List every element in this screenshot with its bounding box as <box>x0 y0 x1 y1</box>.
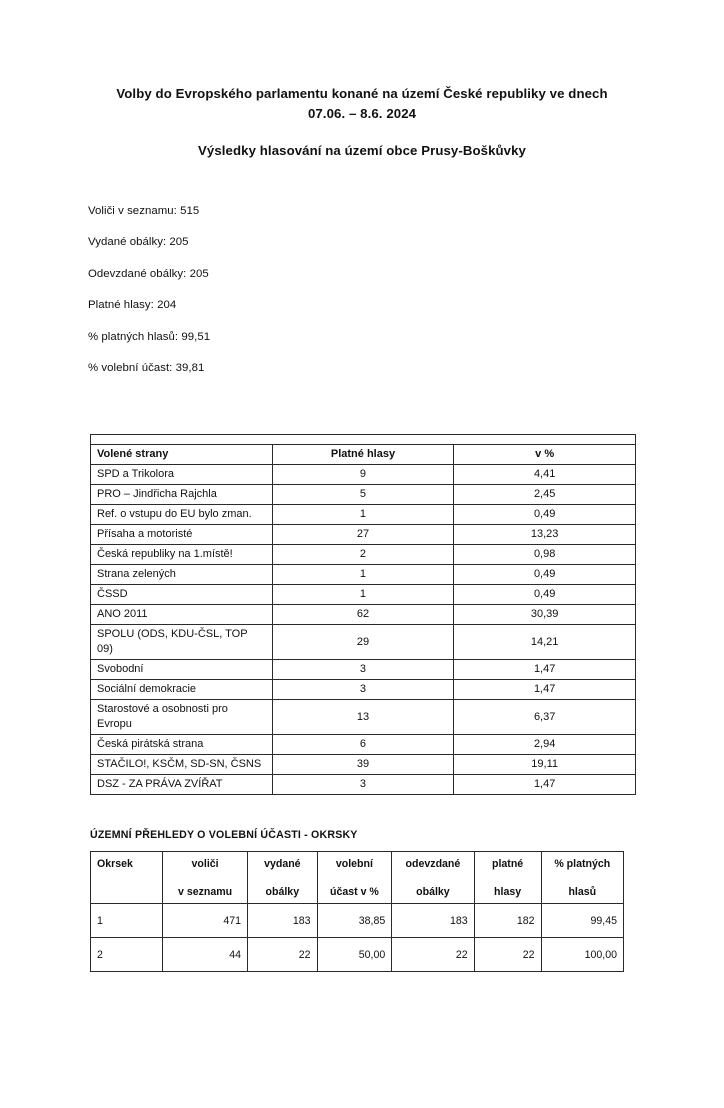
district-okrsek: 2 <box>91 938 163 972</box>
header-line-1: Okrsek <box>97 858 133 871</box>
summary-label: Vydané obálky: <box>88 236 167 249</box>
party-name: SPD a Trikolora <box>91 465 273 485</box>
header-line-2: hlasy <box>494 886 522 899</box>
results-header-votes: Platné hlasy <box>272 445 454 465</box>
header-line-1: vydané <box>264 858 301 871</box>
header-line-1: voliči <box>191 858 219 871</box>
district-ucast: 50,00 <box>317 938 392 972</box>
results-table <box>90 434 636 795</box>
party-name: Strana zelených <box>91 565 273 585</box>
summary-item <box>88 269 724 280</box>
party-votes: 2 <box>272 545 454 565</box>
table-row <box>91 605 636 625</box>
summary-label: Voliči v seznamu: <box>88 204 177 217</box>
header-line-1: % platných <box>554 858 611 871</box>
summary-value: 39,81 <box>175 361 205 374</box>
party-pct: 13,23 <box>454 525 636 545</box>
party-name: PRO – Jindřicha Rajchla <box>91 485 273 505</box>
summary-item <box>88 206 724 217</box>
district-platne: 22 <box>474 938 541 972</box>
party-votes: 39 <box>272 755 454 775</box>
party-pct: 4,41 <box>454 465 636 485</box>
districts-table-container <box>0 851 724 972</box>
party-pct: 6,37 <box>454 700 636 735</box>
party-name: Česká pirátská strana <box>91 735 273 755</box>
summary-label: % platných hlasů: <box>88 330 179 343</box>
header-line-2: obálky <box>416 886 450 899</box>
summary-item <box>88 300 724 311</box>
party-pct: 30,39 <box>454 605 636 625</box>
spacer-cell <box>91 435 636 445</box>
district-volici: 471 <box>163 904 248 938</box>
document-subtitle: Výsledky hlasování na území obce Prusy-Boškůvky <box>198 142 526 158</box>
party-votes: 1 <box>272 565 454 585</box>
table-row <box>91 585 636 605</box>
district-odevzdane: 183 <box>392 904 474 938</box>
summary-value: 99,51 <box>181 330 211 343</box>
table-row <box>91 485 636 505</box>
table-row <box>91 735 636 755</box>
results-header-pct: v % <box>454 445 636 465</box>
table-row <box>91 565 636 585</box>
party-name: ANO 2011 <box>91 605 273 625</box>
party-votes: 1 <box>272 585 454 605</box>
header-line-2: hlasů <box>568 886 597 899</box>
district-pct: 100,00 <box>541 938 623 972</box>
header-line-2: v seznamu <box>177 886 233 899</box>
district-vydane: 183 <box>248 904 318 938</box>
table-row <box>91 755 636 775</box>
districts-section-heading: ÚZEMNÍ PŘEHLEDY O VOLEBNÍ ÚČASTI - OKRSKY <box>90 829 358 842</box>
results-header-party: Volené strany <box>91 445 273 465</box>
party-pct: 1,47 <box>454 660 636 680</box>
party-name: STAČILO!, KSČM, SD-SN, ČSNS <box>91 755 273 775</box>
party-pct: 0,49 <box>454 505 636 525</box>
header-line-2: obálky <box>265 886 300 899</box>
summary-item <box>88 332 724 343</box>
party-pct: 19,11 <box>454 755 636 775</box>
party-name: Svobodní <box>91 660 273 680</box>
party-name: Sociální demokracie <box>91 680 273 700</box>
results-table-container <box>0 434 724 795</box>
party-pct: 1,47 <box>454 775 636 795</box>
header-line-1: odevzdané <box>405 858 461 871</box>
party-votes: 3 <box>272 660 454 680</box>
summary-value: 515 <box>180 204 200 217</box>
party-votes: 29 <box>272 625 454 660</box>
district-platne: 182 <box>474 904 541 938</box>
party-pct: 0,49 <box>454 585 636 605</box>
party-pct: 0,98 <box>454 545 636 565</box>
party-pct: 2,45 <box>454 485 636 505</box>
title-line-1: Volby do Evropského parlamentu konané na území České republiky ve dnech <box>116 86 608 101</box>
table-row <box>91 904 624 938</box>
districts-header-pct <box>541 852 623 904</box>
table-row <box>91 775 636 795</box>
party-pct: 0,49 <box>454 565 636 585</box>
summary-item <box>88 237 724 248</box>
party-votes: 9 <box>272 465 454 485</box>
summary-list <box>0 206 724 374</box>
table-row <box>91 700 636 735</box>
table-row <box>91 465 636 485</box>
summary-item <box>88 363 724 374</box>
table-row <box>91 545 636 565</box>
district-pct: 99,45 <box>541 904 623 938</box>
table-row <box>91 680 636 700</box>
header-line-2: účast v % <box>329 886 379 899</box>
document-page <box>0 84 724 1108</box>
summary-label: Platné hlasy: <box>88 299 154 312</box>
districts-header-odevzdane <box>392 852 474 904</box>
header-line-1: platné <box>491 858 524 871</box>
party-pct: 1,47 <box>454 680 636 700</box>
party-name: Přísaha a motoristé <box>91 525 273 545</box>
party-votes: 3 <box>272 680 454 700</box>
districts-header-row <box>91 852 624 904</box>
district-okrsek: 1 <box>91 904 163 938</box>
districts-header-ucast <box>317 852 392 904</box>
party-votes: 5 <box>272 485 454 505</box>
districts-table <box>90 851 624 972</box>
party-name: Starostové a osobnosti pro Evropu <box>91 700 273 735</box>
table-row <box>91 660 636 680</box>
results-header-row <box>91 445 636 465</box>
table-row <box>91 525 636 545</box>
summary-value: 205 <box>169 236 189 249</box>
table-row <box>91 505 636 525</box>
party-votes: 13 <box>272 700 454 735</box>
party-name: DSZ - ZA PRÁVA ZVÍŘAT <box>91 775 273 795</box>
header-line-1: volební <box>335 858 373 871</box>
party-name: SPOLU (ODS, KDU-ČSL, TOP 09) <box>91 625 273 660</box>
districts-header-okrsek <box>91 852 163 904</box>
summary-value: 205 <box>189 267 209 280</box>
party-votes: 62 <box>272 605 454 625</box>
districts-header-vydane <box>248 852 318 904</box>
party-pct: 14,21 <box>454 625 636 660</box>
party-name: ČSSD <box>91 585 273 605</box>
summary-label: % volební účast: <box>88 361 173 374</box>
district-odevzdane: 22 <box>392 938 474 972</box>
districts-header-volici <box>163 852 248 904</box>
table-row <box>91 938 624 972</box>
party-votes: 27 <box>272 525 454 545</box>
party-name: Ref. o vstupu do EU bylo zman. <box>91 505 273 525</box>
title-line-2: 07.06. – 8.6. 2024 <box>307 106 417 122</box>
document-header <box>0 84 724 158</box>
party-name: Česká republiky na 1.místě! <box>91 545 273 565</box>
district-volici: 44 <box>163 938 248 972</box>
districts-header-platne <box>474 852 541 904</box>
table-row <box>91 625 636 660</box>
summary-value: 204 <box>157 299 177 312</box>
summary-label: Odevzdané obálky: <box>88 267 187 280</box>
party-votes: 3 <box>272 775 454 795</box>
party-pct: 2,94 <box>454 735 636 755</box>
table-top-spacer <box>91 435 636 445</box>
district-vydane: 22 <box>248 938 318 972</box>
party-votes: 6 <box>272 735 454 755</box>
district-ucast: 38,85 <box>317 904 392 938</box>
party-votes: 1 <box>272 505 454 525</box>
